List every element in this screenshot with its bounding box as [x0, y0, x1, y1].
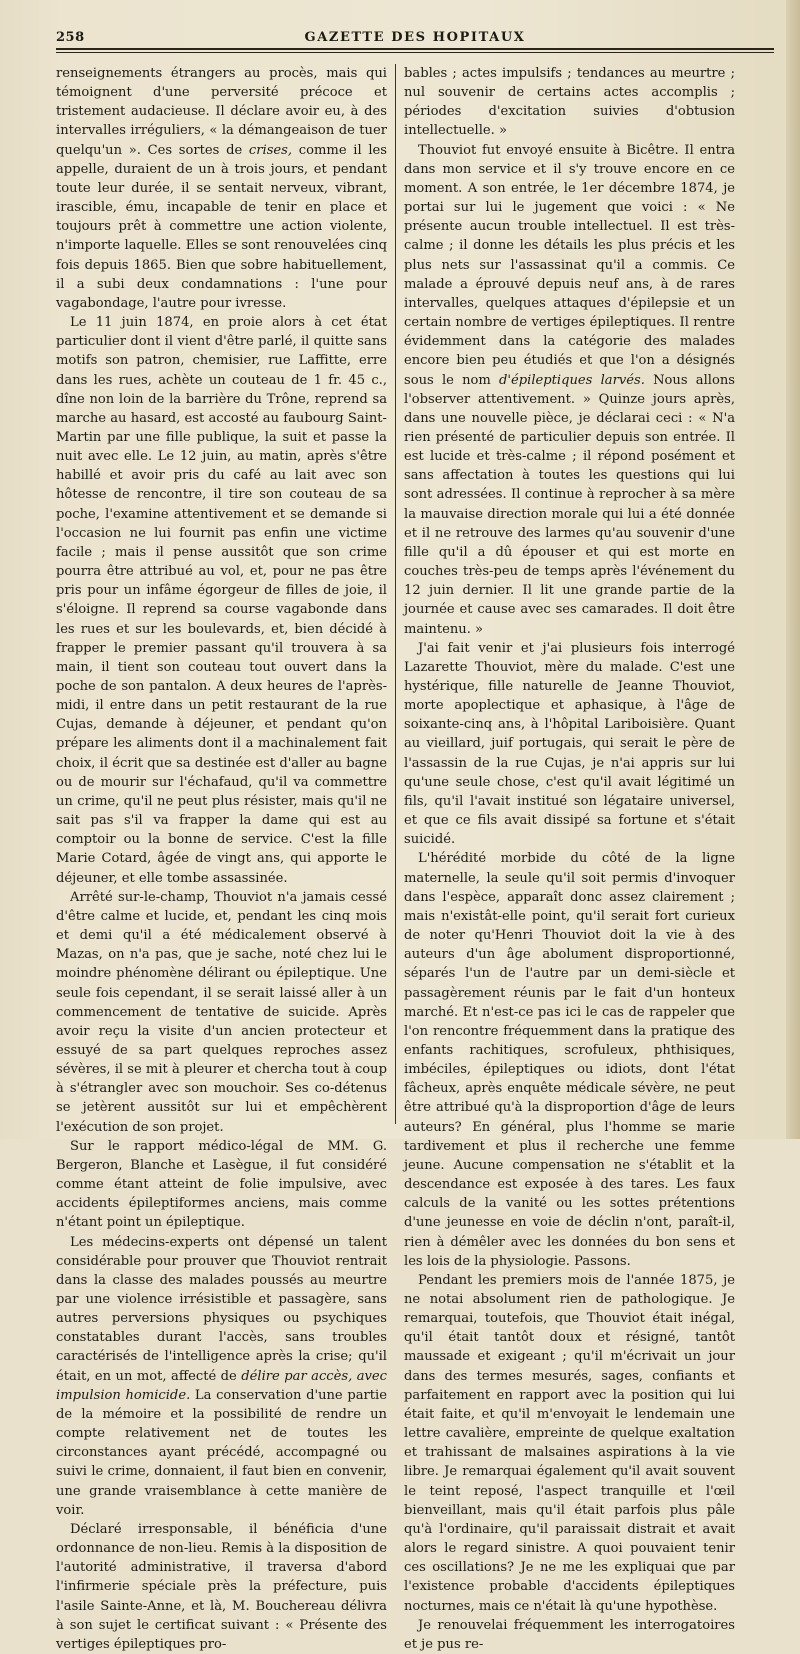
running-header — [56, 26, 774, 46]
paragraph: Je renouvelai fréquemment les interrogatoires et je pus re- — [404, 1617, 735, 1652]
page-edge — [786, 0, 800, 1139]
header-rule-thin — [56, 52, 774, 53]
paragraph: renseignements étrangers au procès, mais qui témoignent d'une perversité précoce et tristement audacieuse. Il déclare avoir eu, à des intervalles irréguliers, « la démangeaison de tuer quelqu'un ». Ces sortes de crises, comme il les appelle, duraient de un à trois jours, et pendant toute leur durée, il se sentait nerveux, vibrant, irascible, ému, incapable de tenir en place et toujours prêt à commettre une action violente, n'importe laquelle. Elles se sont renouvelées cinq fois depuis 1865. Bien que sobre habituellement, il a subi deux condamnations : l'une pour vagabondage, l'autre pour ivresse. — [56, 66, 387, 311]
paragraph: Thouviot fut envoyé ensuite à Bicêtre. Il entra dans mon service et il s'y trouve encore en ce moment. A son entrée, le 1er décembre 1874, je portai sur lui le jugement que voici : « Ne présente aucun trouble intellectuel. Il est très-calme ; il donne les détails les plus précis et les plus nets sur l'assassinat qu'il a commis. Ce malade a éprouvé depuis neuf ans, à de rares intervalles, quelques attaques d'épilepsie et un certain nombre de vertiges épileptiques. Il rentre évidemment dans la catégorie des malades encore bien peu étudiés et que l'on a désignés sous le nom d'épileptiques larvés. Nous allons l'observer attentivement. » Quinze jours après, dans une nouvelle pièce, je déclarai ceci : « N'a rien présenté de particulier depuis son entrée. Il est lucide et très-calme ; il répond posément et sans affectation à toutes les questions qui lui sont adressées. Il continue à reprocher à sa mère la mauvaise direction morale qui lui a été donnée et il ne retrouve des larmes qu'au souvenir d'une fille qu'il a dû épouser et qui est morte en couches très-peu de temps après l'événement du 12 juin dernier. Il lit une grande partie de la journée et cause avec ses camarades. Il doit être maintenu. » — [404, 142, 735, 637]
column-divider — [395, 64, 396, 1124]
left-column — [56, 64, 387, 1652]
paragraph: Les médecins-experts ont dépensé un talent considérable pour prouver que Thouviot rentrait dans la classe des malades poussés au meurtre par une violence irrésistible et passagère, sans autres perversions physiques ou psychiques constatables durant l'accès, sans troubles caractérisés de l'intelligence après la crise; qu'il était, en un mot, affecté de délire par accès, avec impulsion homicide. La conservation d'une partie de la mémoire et la possibilité de rendre un compte relativement net de toutes les circonstances ayant précédé, accompagné ou suivi le crime, donnaient, il faut bien en convenir, une grande vraisemblance à cette manière de voir. — [56, 1234, 387, 1518]
right-column — [404, 64, 735, 1652]
paragraph: Arrêté sur-le-champ, Thouviot n'a jamais cessé d'être calme et lucide, et, pendant les cinq mois et demi qu'il a été médicalement observé à Mazas, on n'a pas, que je sache, noté chez lui le moindre phénomène délirant ou épileptique. Une seule fois cependant, il se serait laissé aller à un commencement de tentative de suicide. Après avoir reçu la visite d'un ancien protecteur et essuyé de sa part quelques reproches assez sévères, il se mit à pleurer et chercha tout à coup à s'étrangler avec son mouchoir. Ses co-détenus se jetèrent aussitôt sur lui et empêchèrent l'exécution de son projet. — [56, 889, 387, 1135]
paragraph: Sur le rapport médico-légal de MM. G. Bergeron, Blanche et Lasègue, il fut considéré comme étant atteint de folie impulsive, avec accidents épileptiformes anciens, mais comme n'étant point un épileptique. — [56, 1138, 387, 1231]
page-number: 258 — [56, 30, 85, 45]
paragraph: Pendant les premiers mois de l'année 1875, je ne notai absolument rien de pathologique. Je remarquai, toutefois, que Thouviot était inégal, qu'il était tantôt doux et résigné, tantôt maussade et exigeant ; qu'il m'écrivait un jour dans des termes mesurés, sages, confiants et parfaitement en rapport avec la position qui lui était faite, et qu'il m'envoyait le lendemain une lettre cavalière, empreinte de quelque exaltation et trahissant de malsaines aspirations à la vie libre. Je remarquai également qu'il avait souvent le teint reposé, l'aspect tranquille et l'œil bienveillant, mais qu'il était parfois plus pâle qu'à l'ordinaire, qu'il paraissait distrait et avait alors le regard sinistre. A quoi pouvaient tenir ces oscillations? Je ne me les expliquai que par l'existence probable d'accidents épileptiques nocturnes, mais ce n'était là qu'une hypothèse. — [404, 1272, 735, 1614]
header-rule-thick — [56, 48, 774, 50]
paragraph: Déclaré irresponsable, il bénéficia d'une ordonnance de non-lieu. Remis à la disposition de l'autorité administrative, il traversa d'abord l'infirmerie spéciale près la préfecture, puis l'asile Sainte-Anne, et là, M. Bouchereau délivra à son sujet le certificat suivant : « Présente des vertiges épileptiques pro- — [56, 1521, 387, 1652]
paragraph: L'hérédité morbide du côté de la ligne maternelle, la seule qu'il soit permis d'invoquer dans l'espèce, apparaît donc assez clairement ; mais n'existât-elle point, qu'il serait fort curieux de noter qu'Henri Thouviot doit la vie à des auteurs d'un âge abolument disproportionné, séparés l'un de l'autre par un demi-siècle et passagèrement réunis par le fait d'un honteux marché. Et n'est-ce pas ici le cas de rappeler que l'on rencontre fréquemment dans la pratique des enfants rachitiques, scrofuleux, phthisiques, imbéciles, épileptiques ou idiots, dont l'état fâcheux, après enquête médicale sévère, ne peut être attribué qu'à la disproportion d'âge de leurs auteurs? En général, plus l'homme se marie tardivement et plus il recherche une femme jeune. Aucune compensation ne s'établit et la descendance est exposée à des tares. Les faux calculs de la vanité ou les sottes prétentions d'une jeunesse en voie de déclin n'ont, paraît-il, rien à démêler avec les données du bon sens et les lois de la physiologie. Passons. — [404, 851, 735, 1269]
running-title: GAZETTE DES HOPITAUX — [304, 30, 526, 45]
paragraph: bables ; actes impulsifs ; tendances au meurtre ; nul souvenir de certains actes accomplis ; périodes d'excitation suivies d'obtusion intellectuelle. » — [404, 66, 735, 139]
paragraph: Le 11 juin 1874, en proie alors à cet état particulier dont il vient d'être parlé, il quitte sans motifs son patron, chemisier, rue Laffitte, erre dans les rues, achète un couteau de 1 fr. 45 c., dîne non loin de la barrière du Trône, reprend sa marche au hasard, est accosté au faubourg Saint-Martin par une fille publique, la suit et passe la nuit avec elle. Le 12 juin, au matin, après s'être habillé et avoir pris du café au lait avec son hôtesse de rencontre, il tire son couteau de sa poche, l'examine attentivement et se demande si l'occasion ne lui fournit pas enfin une victime facile ; mais il pense aussitôt que son crime pourra être attribué au vol, et, pour ne pas être pris pour un infâme égorgeur de filles de joie, il s'éloigne. Il reprend sa course vagabonde dans les rues et sur les boulevards, et, bien décidé à frapper le premier passant qu'il trouvera à sa main, il tient son couteau tout ouvert dans la poche de son pantalon. A deux heures de l'après-midi, il entre dans un petit restaurant de la rue Cujas, demande à déjeuner, et pendant qu'on prépare les aliments dont il a machinalement fait choix, il écrit que sa destinée est d'aller au bagne ou de mourir sur l'échafaud, qu'il va commettre un crime, qu'il ne peut plus résister, mais qu'il ne sait pas s'il va frapper la dame qui est au comptoir ou la bonne de service. C'est la fille Marie Cotard, âgée de vingt ans, qui apporte le déjeuner, et elle tombe assassinée. — [56, 315, 387, 886]
paragraph: J'ai fait venir et j'ai plusieurs fois interrogé Lazarette Thouviot, mère du malade. C'est une hystérique, fille naturelle de Jeanne Thouviot, morte apoplectique et aphasique, à l'âge de soixante-cinq ans, à l'hôpital Lariboisière. Quant au vieillard, juif portugais, qui serait le père de l'assassin de la rue Cujas, je n'ai appris sur lui qu'une seule chose, c'est qu'il avait légitimé un fils, qu'il l'avait institué son légataire universel, et que ce fils avait dissipé sa fortune et s'était suicidé. — [404, 640, 735, 848]
